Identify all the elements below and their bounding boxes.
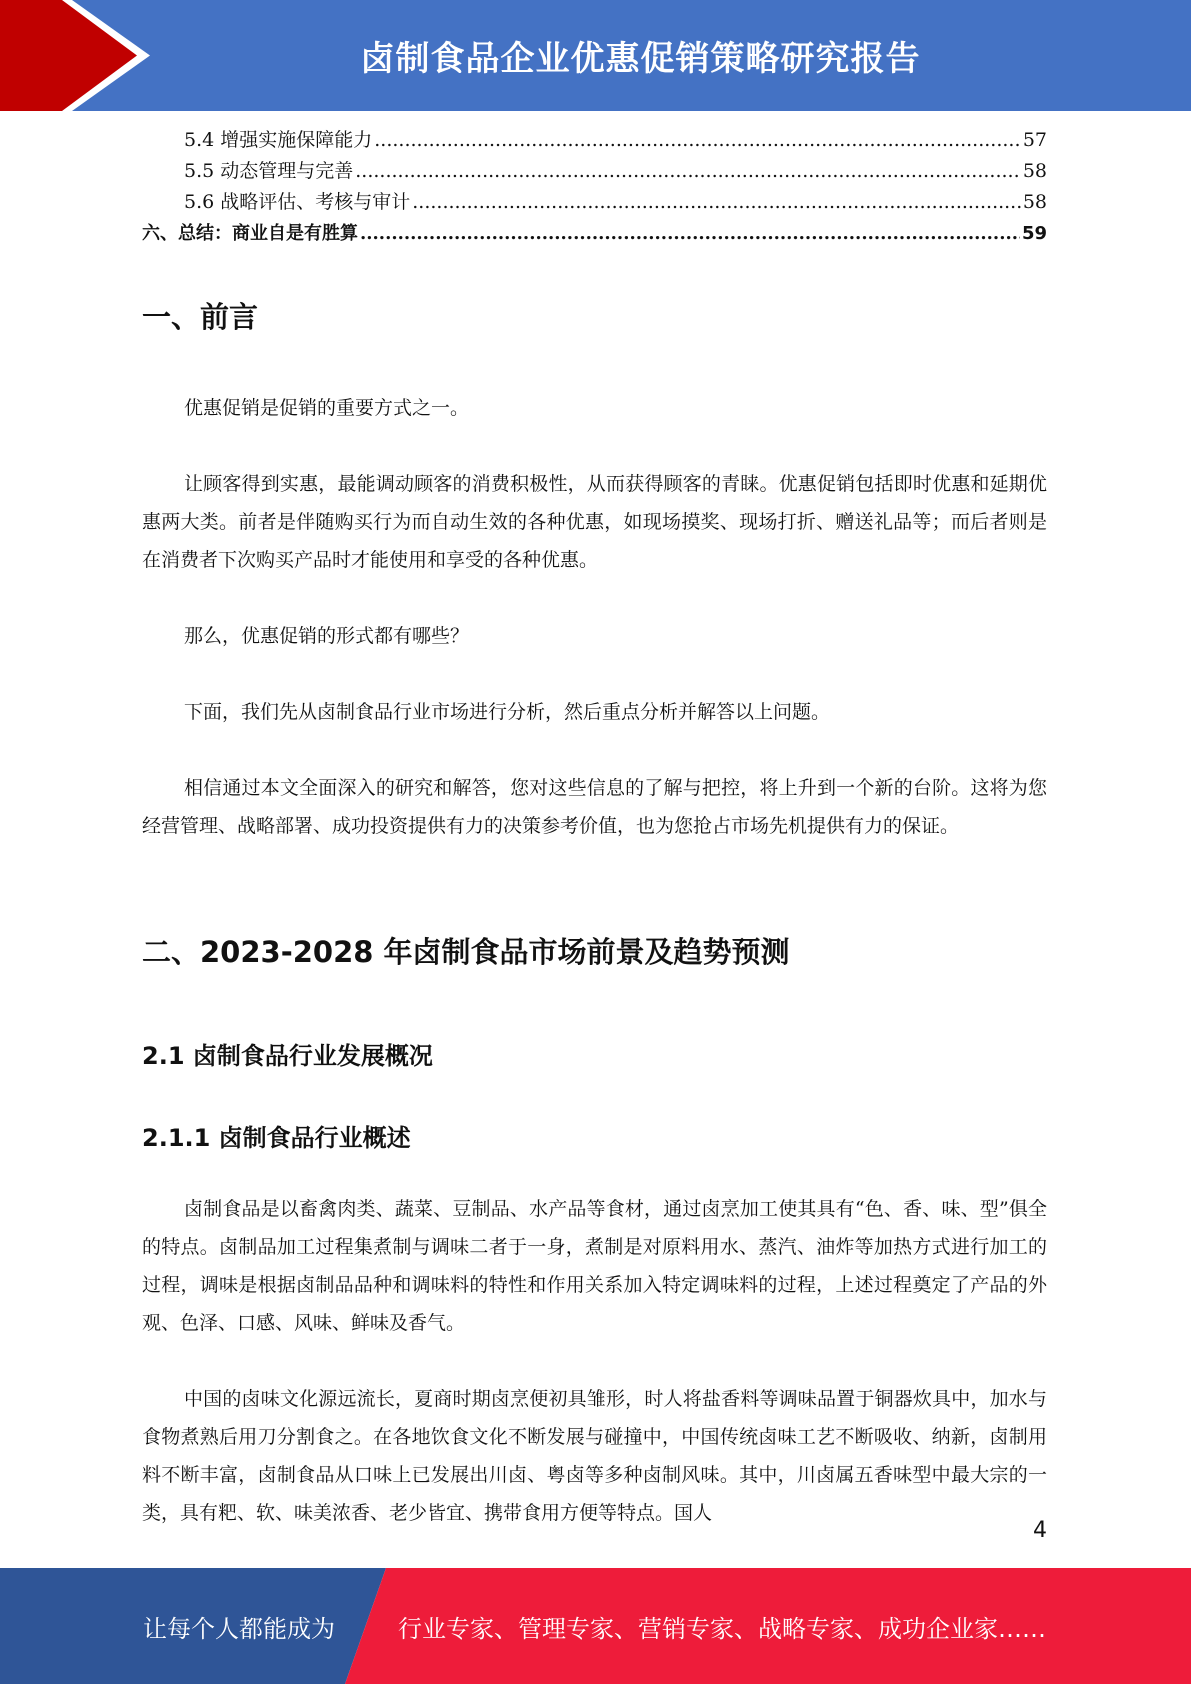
toc-entry-title: 5.5 动态管理与完善	[184, 160, 354, 182]
paragraph: 那么，优惠促销的形式都有哪些？	[184, 625, 470, 647]
page-header	[0, 0, 1191, 111]
toc-entry-title: 5.4 增强实施保障能力	[184, 129, 373, 151]
toc-entry[interactable]	[142, 187, 1047, 218]
toc-entry-page: 58	[1022, 160, 1047, 182]
paragraph: 让顾客得到实惠，最能调动顾客的消费积极性，从而获得顾客的青睐。优惠促销包括即时优惠和延期优惠两大类。前者是伴随购买行为而自动生效的各种优惠，如现场摸奖、现场打折、赠送礼品等；而后者则是在消费者下次购买产品时才能使用和享受的各种优惠。	[142, 473, 1047, 571]
toc	[142, 125, 1047, 249]
section-heading-forecast: 二、2023-2028 年卤制食品市场前景及趋势预测	[142, 935, 790, 969]
toc-leader-dots	[374, 125, 1021, 156]
toc-entry-page: 58	[1022, 191, 1047, 213]
subsection-heading: 2.1.1 卤制食品行业概述	[142, 1124, 411, 1152]
paragraph: 优惠促销是促销的重要方式之一。	[184, 397, 470, 419]
toc-entry[interactable]	[142, 125, 1047, 156]
section-heading-preface: 一、前言	[142, 300, 259, 334]
paragraph: 相信通过本文全面深入的研究和解答，您对这些信息的了解与把控，将上升到一个新的台阶。这将为您经营管理、战略部署、成功投资提供有力的决策参考价值，也为您抢占市场先机提供有力的保证。	[142, 777, 1047, 837]
footer-slogan-right: 行业专家、管理专家、营销专家、战略专家、成功企业家……	[398, 1614, 1046, 1643]
footer-slogan-left: 让每个人都能成为	[143, 1614, 335, 1643]
toc-entry[interactable]	[142, 156, 1047, 187]
toc-entry-title: 六、总结：商业自是有胜算	[142, 223, 358, 244]
report-title: 卤制食品企业优惠促销策略研究报告	[360, 39, 921, 79]
page-footer	[0, 1568, 1191, 1684]
page-number: 4	[1033, 1518, 1047, 1543]
paragraph: 卤制食品是以畜禽肉类、蔬菜、豆制品、水产品等食材，通过卤烹加工使其具有“色、香、味、型”俱全的特点。卤制品加工过程集煮制与调味二者于一身，煮制是对原料用水、蒸汽、油炸等加热方式进行加工的过程，调味是根据卤制品品种和调味料的特性和作用关系加入特定调味料的过程，上述过程奠定了产品的外观、色泽、口感、风味、鲜味及香气。	[142, 1198, 1047, 1334]
toc-entry[interactable]	[142, 218, 1047, 249]
toc-entry-page: 59	[1021, 223, 1047, 244]
toc-entry-page: 57	[1022, 129, 1047, 151]
toc-leader-dots	[360, 218, 1020, 249]
paragraph: 下面，我们先从卤制食品行业市场进行分析，然后重点分析并解答以上问题。	[184, 701, 831, 723]
subsection-heading: 2.1 卤制食品行业发展概况	[142, 1042, 433, 1070]
toc-leader-dots	[412, 187, 1021, 218]
toc-leader-dots	[355, 156, 1021, 187]
toc-entry-title: 5.6 战略评估、考核与审计	[184, 191, 411, 213]
paragraph: 中国的卤味文化源远流长，夏商时期卤烹便初具雏形，时人将盐香料等调味品置于铜器炊具中，加水与食物煮熟后用刀分割食之。在各地饮食文化不断发展与碰撞中，中国传统卤味工艺不断吸收、纳新，卤制用料不断丰富，卤制食品从口味上已发展出川卤、粤卤等多种卤制风味。其中，川卤属五香味型中最大宗的一类，具有粑、软、味美浓香、老少皆宜、携带食用方便等特点。国人	[142, 1388, 1047, 1524]
